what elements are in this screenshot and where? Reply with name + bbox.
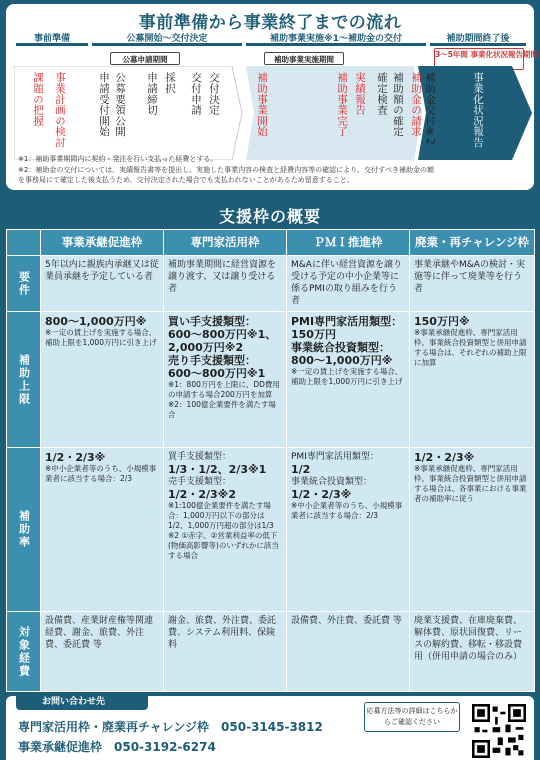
cell-text: ※事業承継促進枠、専門家活用枠、事業統合投資類型と併用申請する場合は、それぞれの補助上限に加算 xyxy=(414,328,527,367)
row-header: 要件 xyxy=(7,256,41,312)
flow-arrow xyxy=(14,66,532,160)
support-cell xyxy=(410,612,535,692)
cell-text: PMI専門家活用類型： xyxy=(291,452,379,462)
contact-header: お問い合わせ先 xyxy=(16,694,148,710)
cell-text: 売り手支援類型： xyxy=(168,354,256,367)
badge-application-period: 公募申請期間 xyxy=(110,52,180,65)
contact-line-1: 専門家活用枠・廃業再チャレンジ枠 050-3145-3812 xyxy=(18,720,323,734)
cell-text: 1/2 xyxy=(291,463,311,476)
support-cell xyxy=(41,448,164,612)
cell-text: 600～800万円※1、2,000万円※2 xyxy=(168,328,277,354)
badge-reporting-period: 3～5年間 事業化状況報告期間 xyxy=(434,48,524,70)
cell-text: M&Aに伴い経営資源を譲り受ける予定の中小企業等に係るPMIの取り組みを行う者 xyxy=(291,260,402,306)
cell-text: 事業承継やM&Aの検討・実施等に伴って廃業等を行う者 xyxy=(414,260,525,294)
support-cell xyxy=(287,612,410,692)
cell-text: 800～1,000万円※ xyxy=(45,315,147,328)
support-cell xyxy=(287,448,410,612)
support-cell xyxy=(41,312,164,448)
support-cell xyxy=(41,256,164,312)
cell-text: 1/2・2/3※ xyxy=(291,488,352,501)
row-header: 補助上限 xyxy=(7,312,41,448)
cell-text: 150万円※ xyxy=(414,315,470,328)
flow-step: 申請受付開始 xyxy=(98,72,110,137)
flow-step: 公募要領公開 xyxy=(114,72,126,137)
support-row xyxy=(7,612,535,692)
flow-note-2: ※2：補助金の交付については、実績報告書等を提出し、実施した事業内容の検査と経費内容等の確認により、交付すべき補助金の額 xyxy=(18,166,435,174)
column-header: ＰＭＩ推進枠 xyxy=(287,230,410,256)
phase-application: 公募開始～交付決定 xyxy=(92,32,242,46)
flow-note-1: ※1：補助事業期間内に契約・発注を行い支払った経費とする。 xyxy=(18,155,218,163)
column-header: 専門家活用枠 xyxy=(164,230,287,256)
support-cell xyxy=(41,612,164,692)
cell-text: ※2：100億企業要件を満たす場合 xyxy=(168,400,276,419)
qr-code[interactable] xyxy=(472,704,526,758)
support-cell xyxy=(287,256,410,312)
cell-text: 5年以内に親族内承継又は従業員承継を予定している者 xyxy=(45,260,159,282)
support-cell xyxy=(164,312,287,448)
cell-text: ※1:100億企業要件を満たす場合：1,000万円以下の部分は1/2、1,000万円超の部分は1/3 xyxy=(168,501,274,530)
cell-text: 1/2・2/3※ xyxy=(414,451,475,464)
contact-section xyxy=(6,696,534,760)
support-cell xyxy=(410,256,535,312)
cell-text: 設備費、外注費、委託費 等 xyxy=(291,616,402,626)
cell-text: 売手支援類型： xyxy=(168,477,232,487)
contact-line-2: 事業承継促進枠 050-3192-6274 xyxy=(18,740,216,754)
support-cell xyxy=(164,256,287,312)
flow-step: 実績報告 xyxy=(354,72,366,116)
cell-text: 600～800万円※1 xyxy=(168,367,266,380)
cell-text: 廃業支援費、在庫廃棄費、解体費、原状回復費、リースの解約費、移転・移設費用（併用申請の場合のみ） xyxy=(414,616,523,662)
support-row xyxy=(7,256,535,312)
cell-text: ※事業承継促進枠、専門家活用枠、事業統合投資類型と併用申請する場合は、各事業における事業者の補助率に従う xyxy=(414,464,527,503)
support-cell xyxy=(164,448,287,612)
cell-text: 事業統合投資類型： xyxy=(291,341,390,354)
support-row xyxy=(7,448,535,612)
flow-step: 採択 xyxy=(164,72,176,94)
support-cell xyxy=(287,312,410,448)
flow-note-3: を事務局にて確定した後支払うため、交付決定された場合でも支払われないことがあるため留意すること。 xyxy=(18,176,354,184)
row-header: 対象経費 xyxy=(7,612,41,692)
support-header-row xyxy=(7,230,535,256)
support-table-body xyxy=(7,230,535,692)
cell-text: 謝金、旅費、外注費、委託費、システム利用料、保険料 xyxy=(168,616,277,650)
flow-step: 確定検査 xyxy=(376,72,388,116)
flow-step: 補助金交付※2 xyxy=(424,72,436,146)
flow-step: 交付申請 xyxy=(190,72,202,116)
flow-title: 事前準備から事業終了までの流れ xyxy=(138,13,402,33)
cell-text: 1/3・1/2、2/3※1 xyxy=(168,463,267,476)
cell-text: PMI専門家活用類型：150万円 xyxy=(291,315,403,341)
flow-step: 補助額の確定 xyxy=(392,72,404,137)
support-cell xyxy=(410,448,535,612)
support-title: 支援枠の概要 xyxy=(218,207,321,226)
cell-text: 補助事業期間に経営資源を譲り渡す、又は譲り受ける者 xyxy=(168,260,277,294)
cell-text: ※1：800万円を上限に、DD費用の申請する場合200万円を加算 xyxy=(168,380,280,399)
cell-text: 800～1,000万円※ xyxy=(291,354,393,367)
cell-text: 1/2・2/3※2 xyxy=(168,488,236,501)
support-cell xyxy=(410,312,535,448)
column-header: 事業承継促進枠 xyxy=(41,230,164,256)
flow-step: 事業化状況報告 xyxy=(472,72,484,148)
support-table xyxy=(6,229,535,692)
flow-step: 補助事業開始 xyxy=(256,72,268,137)
cell-text: 買手支援類型： xyxy=(168,452,232,462)
cell-text: 1/2・2/3※ xyxy=(45,451,106,464)
flow-step: 補助金の請求 xyxy=(410,72,422,137)
phase-preparation: 事前準備 xyxy=(16,32,88,46)
cell-text: ※中小企業者等のうち、小規模事業者に該当する場合：2/3 xyxy=(291,501,403,520)
cell-text: ※中小企業者等のうち、小規模事業者に該当する場合：2/3 xyxy=(45,464,157,483)
flow-step: 事業計画の検討 xyxy=(54,72,66,148)
phase-post: 補助期間終了後 xyxy=(430,32,526,46)
flow-step: 補助事業完了 xyxy=(336,72,348,137)
cell-text: ※2 ①赤字、②営業利益率の低下(物価高影響等)のいずれかに該当する場合 xyxy=(168,531,279,560)
flow-section xyxy=(6,4,539,190)
cell-text: 買い手支援類型： xyxy=(168,315,256,328)
flow-step: 交付決定 xyxy=(208,72,220,116)
cell-text: 事業統合投資類型： xyxy=(291,477,373,487)
cell-text: ※一定の賃上げを実施する場合、補助上限を1,000万円に引き上げ xyxy=(291,367,403,386)
phase-implementation: 補助事業実施※1～補助金の交付 xyxy=(246,32,426,46)
flow-step: 申請締切 xyxy=(146,72,158,116)
flow-step: 課題の把握 xyxy=(32,72,44,126)
corner-cell xyxy=(7,230,41,256)
cell-text: ※一定の賃上げを実施する場合、補助上限を1,000万円に引き上げ xyxy=(45,328,157,347)
support-cell xyxy=(164,612,287,692)
badge-implementation-period: 補助事業実施期間 xyxy=(264,52,344,65)
cell-text: 設備費、産業財産権等関連経費、謝金、旅費、外注費、委託費 等 xyxy=(45,616,154,650)
column-header: 廃業・再チャレンジ枠 xyxy=(410,230,535,256)
row-header: 補助率 xyxy=(7,448,41,612)
contact-note: 応募方法等の詳細はこちらからご確認ください xyxy=(364,702,460,732)
support-row xyxy=(7,312,535,448)
